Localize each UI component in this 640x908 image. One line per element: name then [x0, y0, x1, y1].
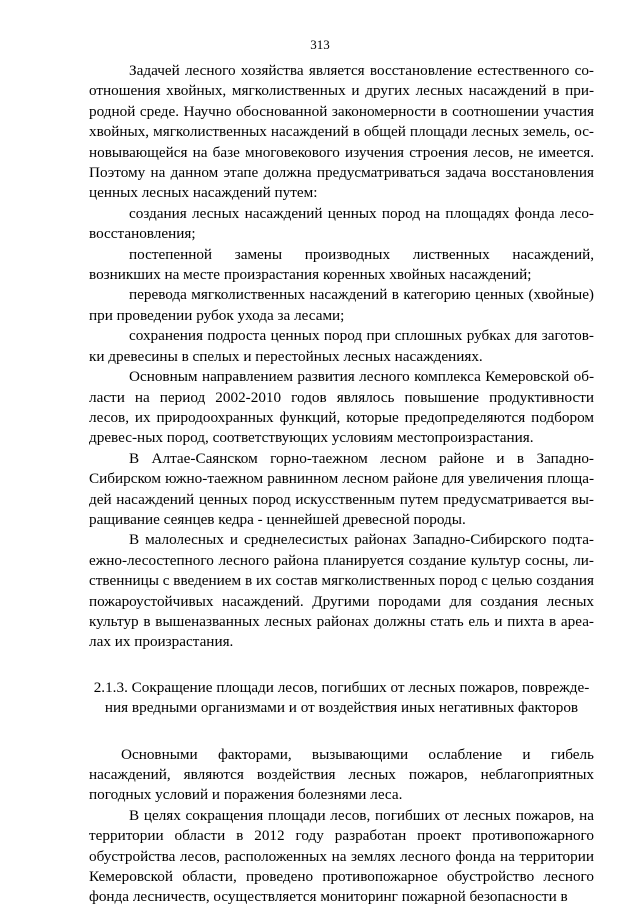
paragraph-list-item-3: перевода мягколиственных насаждений в категорию ценных (хвойные) при проведении рубок ухода за лесами;	[89, 286, 594, 324]
paragraph-altai-sayan: В Алтае-Саянском горно-таежном лесном районе и в Западно-Сибирском южно-таежном равнинном лесном районе для увеличения площа-дей насаждений ценных пород искусственным путем предусматривается вы-ращивание сеянцев кедра - ценнейшей древесной породы.	[89, 449, 594, 528]
page-body	[89, 61, 594, 908]
page-number: 313	[310, 37, 330, 52]
paragraph-intro: Задачей лесного хозяйства является восстановление естественного со-отношения хвойных, мягколиственных и других лесных насаждений в при-родной среде. Научно обоснованной закономерности в соотношении участия хвойных, мягколиственных насаждений в общей площади лесных земель, ос-новывающейся на базе многовекового изучения строения лесов, не имеется. Поэтому на данном этапе должна предусматриваться задача восстановления ценных лесных насаждений путем:	[89, 62, 594, 202]
paragraph-fire-prevention: В целях сокращения площади лесов, погибших от лесных пожаров, на территории области в 2012 году разработан проект противопожарного обустройства лесов, расположенных на землях лесного фонда на территории Кемеровской области, проведено противопожарное обустройство лесного фонда лесничеств, осуществляется мониторинг пожарной безопасности в	[89, 806, 594, 906]
paragraph-list-item-2: постепенной замены производных лиственных насаждений, возникших на месте произрастания коренных хвойных насаждений;	[89, 245, 594, 284]
paragraph-list-item-4: сохранения подроста ценных пород при сплошных рубках для заготов-ки древесины в спелых и перестойных лесных насаждениях.	[89, 327, 594, 365]
paragraph-main-direction: Основным направлением развития лесного комплекса Кемеровской об-ласти на период 2002-2010 годов являлось повышение продуктивности лесов, их природоохранных функций, которые предопределяются подбором древес-ных пород, соответствующих условиям местопроизрастания.	[89, 368, 594, 447]
paragraph-low-forest-regions: В малолесных и среднелесистых районах Западно-Сибирского подта-ежно-лесостепного лесного района планируется создание культур сосны, ли-ственницы с введением в их состав мягколиственных пород с целью создания пожароустойчивых насаждений. Другими породами для создания лесных культур в вышеназванных лесных районах должны стать ель и пихта в ареа-лах их произрастания.	[89, 531, 594, 651]
paragraph-list-item-1: создания лесных насаждений ценных пород на площадях фонда лесо-восстановления;	[89, 204, 594, 243]
paragraph-main-factors: Основными факторами, вызывающими ослабление и гибель насаждений, являются воздействия лесных пожаров, неблагоприятных погодных условий и поражения болезнями леса.	[89, 745, 594, 804]
section-heading: 2.1.3. Сокращение площади лесов, погибших от лесных пожаров, поврежде-ния вредными организмами и от воздействия иных негативных факторов	[93, 678, 590, 717]
